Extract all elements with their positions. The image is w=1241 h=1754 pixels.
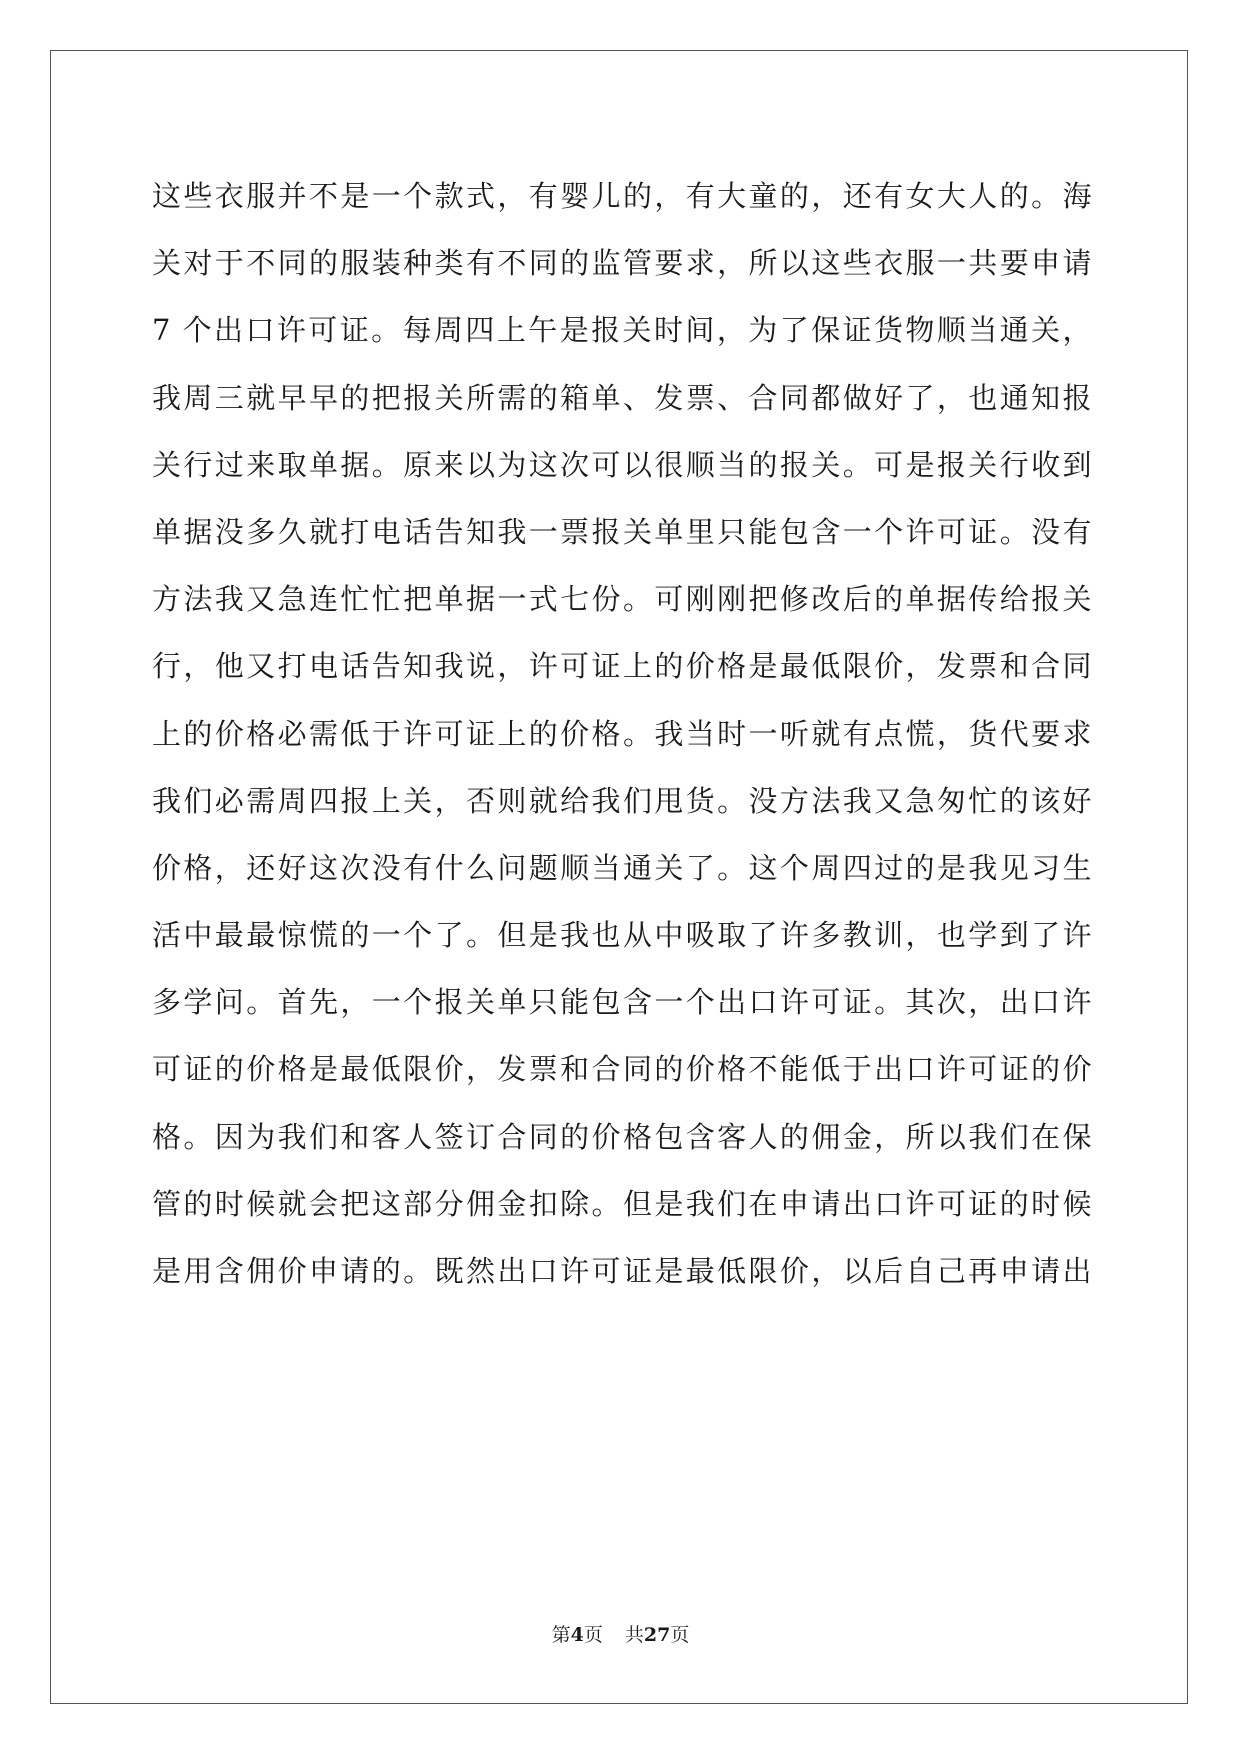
page-prefix: 第: [551, 1624, 571, 1646]
text-line-6: 单据没多久就打电话告知我一票报关单里只能包含一个许可证。没有: [152, 514, 1092, 549]
total-unit: 页: [670, 1624, 690, 1646]
text-line-2: 关对于不同的服装种类有不同的监管要求，所以这些衣服一共要申请: [152, 246, 1092, 281]
page-unit: 页: [583, 1624, 603, 1646]
text-line-15: 格。因为我们和客人签订合同的价格包含客人的佣金，所以我们在保: [152, 1119, 1092, 1154]
text-line-13: 多学问。首先，一个报关单只能包含一个出口许可证。其次，出口许: [152, 985, 1092, 1020]
text-line-5: 关行过来取单据。原来以为这次可以很顺当的报关。可是报关行收到: [152, 447, 1092, 482]
text-line-8: 行，他又打电话告知我说，许可证上的价格是最低限价，发票和合同: [152, 649, 1092, 684]
text-line-14: 可证的价格是最低限价，发票和合同的价格不能低于出口许可证的价: [152, 1052, 1092, 1087]
text-line-16: 管的时候就会把这部分佣金扣除。但是我们在申请出口许可证的时候: [152, 1186, 1092, 1221]
text-line-9: 上的价格必需低于许可证上的价格。我当时一听就有点慌，货代要求: [152, 716, 1092, 751]
text-line-4: 我周三就早早的把报关所需的箱单、发票、合同都做好了，也通知报: [152, 380, 1092, 415]
text-line-10: 我们必需周四报上关，否则就给我们甩货。没方法我又急匆忙的该好: [152, 783, 1092, 818]
text-line-3: 7 个出口许可证。每周四上午是报关时间，为了保证货物顺当通关，: [152, 313, 1092, 348]
page-total: 27: [643, 1624, 671, 1646]
page-footer: [0, 1620, 1241, 1647]
text-line-7: 方法我又急连忙忙把单据一式七份。可刚刚把修改后的单据传给报关: [152, 582, 1092, 617]
page-current: 4: [570, 1624, 584, 1646]
text-line-1: 这些衣服并不是一个款式，有婴儿的，有大童的，还有女大人的。海: [152, 179, 1092, 213]
text-line-17: 是用含佣价申请的。既然出口许可证是最低限价，以后自己再申请出: [152, 1254, 1092, 1288]
text-line-12: 活中最最惊慌的一个了。但是我也从中吸取了许多教训，也学到了许: [152, 918, 1092, 953]
document-body: [152, 163, 1092, 1305]
text-line-11: 价格，还好这次没有什么问题顺当通关了。这个周四过的是我见习生: [152, 850, 1092, 885]
total-prefix: 共: [624, 1624, 644, 1646]
